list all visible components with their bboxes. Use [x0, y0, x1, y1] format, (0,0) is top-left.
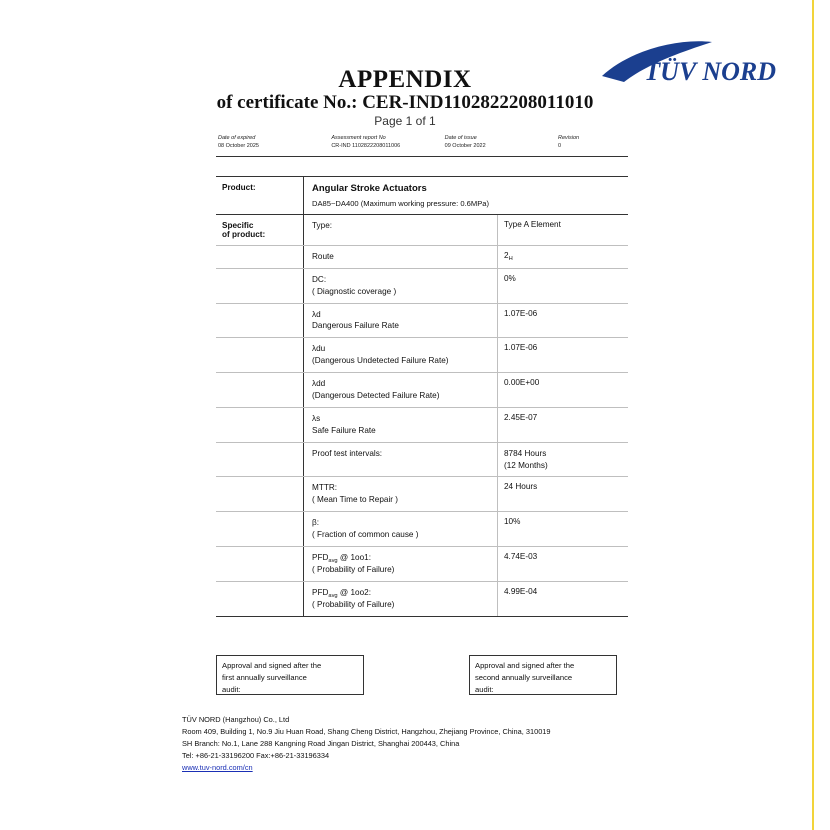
approval-box-first: Approval and signed after the first annually surveillance audit: — [216, 655, 364, 695]
spec-label-lambda-d: λd Dangerous Failure Rate — [304, 304, 498, 338]
spacer-label — [216, 582, 304, 616]
spec-label-lambda-s: λs Safe Failure Rate — [304, 408, 498, 442]
table-row — [216, 246, 628, 269]
specification-table — [216, 176, 628, 617]
spacer-label — [216, 246, 304, 268]
page-edge-rule — [812, 0, 814, 830]
svg-text:TÜV NORD: TÜV NORD — [644, 57, 776, 86]
specific-row-label: Specific of product: — [216, 215, 304, 245]
footer-line-2: Room 409, Building 1, No.9 Jiu Huan Road, Shang Cheng District, Hangzhou, Zhejiang Province, China, 310019 — [182, 726, 551, 736]
table-row — [216, 215, 628, 246]
spec-label-pfd-1oo2: $PFD_{avg}$ @ 1oo2: ( Probability of Failure) — [304, 582, 498, 616]
spec-label-mttr: MTTR: ( Mean Time to Repair ) — [304, 477, 498, 511]
footer-website-link[interactable]: www.tuv-nord.com/cn — [182, 762, 253, 772]
spec-label-proof-test: Proof test intervals: — [304, 443, 498, 477]
table-row — [216, 547, 628, 582]
pfd-1oo2-text: $PFD_{avg}$ @ 1oo2: — [312, 587, 371, 599]
spec-value-lambda-du: 1.07E-06 — [504, 343, 538, 353]
table-row-product — [216, 177, 628, 215]
table-row — [216, 338, 628, 373]
product-cell — [304, 177, 628, 214]
spacer-label — [216, 443, 304, 477]
table-row — [216, 373, 628, 408]
meta-revision: Revision 0 — [557, 135, 580, 150]
spec-value-lambda-d: 1.07E-06 — [504, 308, 538, 318]
spec-value-mttr: 24 Hours — [504, 482, 538, 492]
spacer-label — [216, 269, 304, 303]
spec-label-dc: DC: ( Diagnostic coverage ) — [304, 269, 498, 303]
pfd-1oo1-text: $PFD_{avg}$ @ 1oo1: — [312, 553, 371, 565]
spacer-label — [216, 512, 304, 546]
spec-label-lambda-dd: λdd (Dangerous Detected Failure Rate) — [304, 373, 498, 407]
table-row — [216, 512, 628, 547]
page-indicator: Page 1 of 1 — [374, 114, 436, 128]
footer-address — [182, 714, 652, 774]
spec-label-pfd-1oo1: $PFD_{avg}$ @ 1oo1: ( Probability of Failure) — [304, 547, 498, 581]
product-row-label: Product: — [216, 177, 304, 214]
table-row — [216, 582, 628, 616]
spec-label-lambda-du: λdu (Dangerous Undetected Failure Rate) — [304, 338, 498, 372]
table-row — [216, 304, 628, 339]
spacer-label — [216, 547, 304, 581]
footer-line-4: Tel: +86-21-33196200 Fax:+86-21-33196334 — [182, 750, 330, 760]
product-name: Angular Stroke Actuators — [312, 183, 427, 194]
spec-label-type: Type: — [304, 215, 498, 245]
footer-line-3: SH Branch: No.1, Lane 288 Kangning Road Jingan District, Shanghai 200443, China — [182, 738, 460, 748]
spec-value-proof-test: 8784 Hours (12 Months) — [504, 448, 548, 470]
approval-box-second: Approval and signed after the second annually surveillance audit: — [469, 655, 617, 695]
meta-date-issue: Date of issue 09 October 2022 — [444, 135, 486, 150]
spec-value-pfd-1oo2: 4.99E-04 — [504, 586, 538, 596]
spec-value-lambda-s: 2.45E-07 — [504, 412, 538, 422]
approval-boxes — [216, 655, 628, 697]
spec-label-route: Route — [304, 246, 498, 268]
footer-line-1: TÜV NORD (Hangzhou) Co., Ltd — [182, 715, 290, 724]
table-row — [216, 408, 628, 443]
spec-value-type: Type A Element — [504, 219, 561, 229]
spec-value-pfd-1oo1: 4.74E-03 — [504, 552, 538, 562]
spec-value-beta: 10% — [504, 517, 521, 527]
spacer-label — [216, 477, 304, 511]
product-sub: DA85~DA400 (Maximum working pressure: 0.6MPa) — [312, 198, 490, 208]
spec-label-beta: β: ( Fraction of common cause ) — [304, 512, 498, 546]
meta-date-expired: Date of expired 08 October 2025 — [218, 135, 259, 150]
table-row — [216, 269, 628, 304]
meta-assessment-report: Assessment report No CR-IND 1102822208011006 — [331, 135, 401, 150]
page-title: APPENDIX — [338, 66, 472, 93]
spec-value-dc: 0% — [504, 273, 516, 283]
spacer-label — [216, 304, 304, 338]
spec-value-route: $2_H$ — [504, 250, 513, 262]
meta-row — [216, 134, 628, 157]
spec-value-lambda-dd: 0.00E+00 — [504, 378, 540, 388]
spacer-label — [216, 373, 304, 407]
certificate-number: of certificate No.: CER-IND1102822208011010 — [216, 92, 594, 113]
spacer-label — [216, 338, 304, 372]
spacer-label — [216, 408, 304, 442]
table-row — [216, 443, 628, 478]
table-row — [216, 477, 628, 512]
